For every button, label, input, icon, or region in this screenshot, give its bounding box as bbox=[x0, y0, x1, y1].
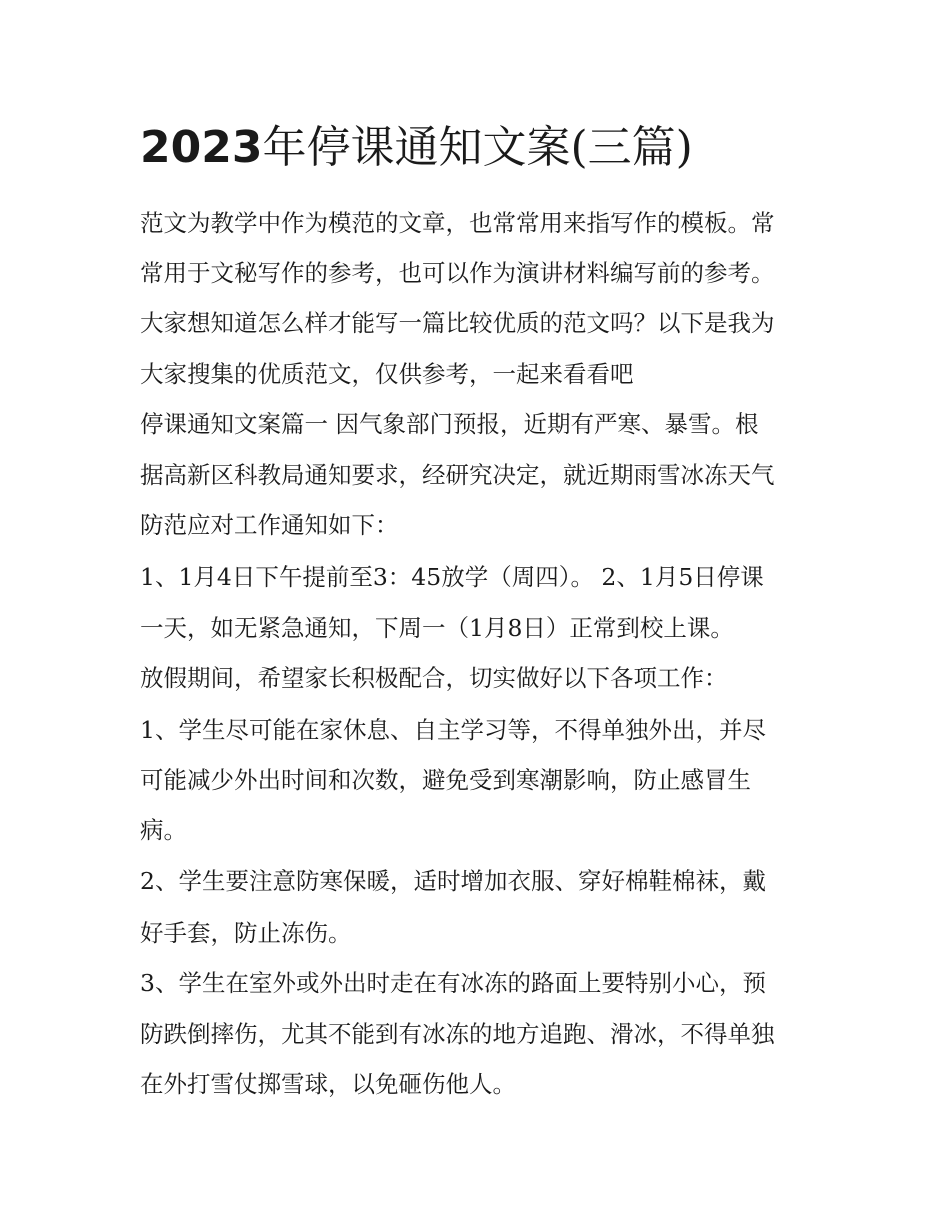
paragraph-line: 2、学生要注意防寒保暖，适时增加衣服、穿好棉鞋棉袜，戴 bbox=[140, 867, 766, 895]
paragraph-line: 3、学生在室外或外出时走在有冰冻的路面上要特别小心，预 bbox=[140, 969, 766, 997]
paragraph-line: 大家想知道怎么样才能写一篇比较优质的范文吗？以下是我为 bbox=[140, 309, 775, 337]
paragraph-line: 据高新区科教局通知要求，经研究决定，就近期雨雪冰冻天气 bbox=[140, 461, 775, 489]
paragraph-line: 停课通知文案篇一 因气象部门预报，近期有严寒、暴雪。根 bbox=[140, 410, 759, 438]
paragraph-line: 在外打雪仗掷雪球，以免砸伤他人。 bbox=[140, 1070, 516, 1098]
paragraph-line: 好手套，防止冻伤。 bbox=[140, 919, 352, 947]
title-text: 年停课通知文案(三篇) bbox=[262, 122, 693, 173]
paragraph-line: 病。 bbox=[140, 816, 187, 844]
paragraph-line: 1、学生尽可能在家休息、自主学习等，不得单独外出，并尽 bbox=[140, 716, 766, 744]
paragraph-line: 防跌倒摔伤，尤其不能到有冰冻的地方追跑、滑冰，不得单独 bbox=[140, 1020, 775, 1048]
document-title bbox=[140, 118, 693, 178]
paragraph-line: 防范应对工作通知如下： bbox=[140, 511, 399, 539]
paragraph-line: 范文为教学中作为模范的文章，也常常用来指写作的模板。常 bbox=[140, 209, 775, 237]
paragraph-line: 常用于文秘写作的参考，也可以作为演讲材料编写前的参考。 bbox=[140, 259, 775, 287]
paragraph-line: 1、1月4日下午提前至3：45放学（周四）。 2、1月5日停课 bbox=[140, 563, 764, 591]
paragraph-line: 放假期间，希望家长积极配合，切实做好以下各项工作： bbox=[140, 664, 728, 692]
paragraph-line: 一天，如无紧急通知，下周一（1月8日）正常到校上课。 bbox=[140, 614, 734, 642]
paragraph-line: 可能减少外出时间和次数，避免受到寒潮影响，防止感冒生 bbox=[140, 766, 751, 794]
paragraph-line: 大家搜集的优质范文，仅供参考，一起来看看吧 bbox=[140, 360, 634, 388]
title-year: 2023 bbox=[140, 122, 263, 173]
